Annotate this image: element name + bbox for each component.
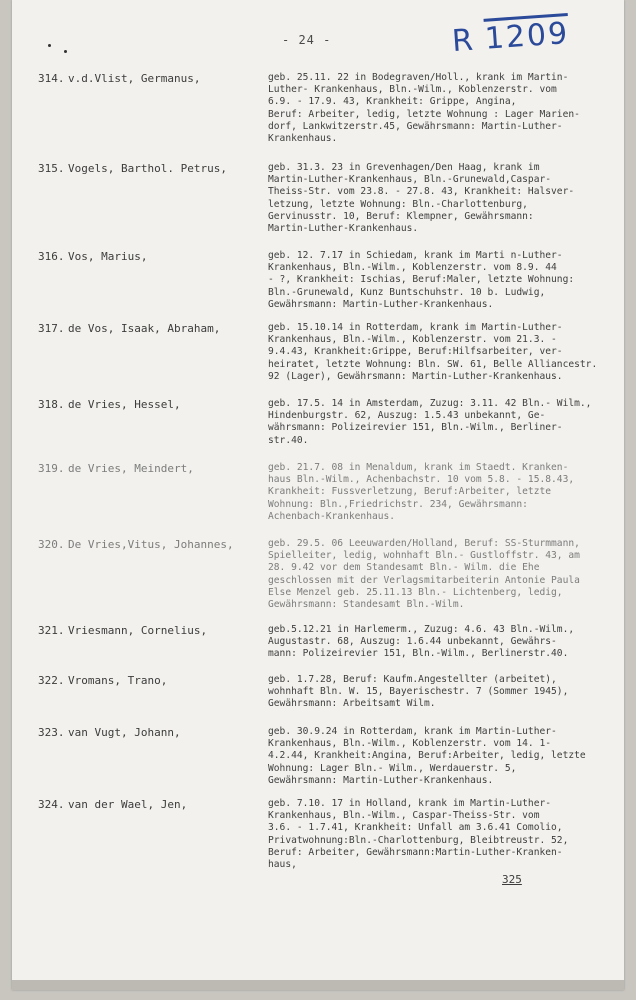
entry-name: de Vries, Meindert, xyxy=(68,462,194,475)
entry-text: geb. 25.11. 22 in Bodegraven/Holl., krank im Martin- Luther- Krankenhaus, Bln.-Wilm., Koblenzerstr. vom 6.9. - 17.9. 43, Krankheit: Grippe, Angina, Beruf: Arbeiter, ledig, letzte Wohnung : Lager Marien- dorf, Lankwitzerstr.45, Gewährsmann: Martin-Luther- Krankenhaus. xyxy=(268,72,580,145)
entry-name: van der Wael, Jen, xyxy=(68,798,188,811)
entry-text: geb. 30.9.24 in Rotterdam, krank im Martin-Luther- Krankenhaus, Bln.-Wilm., Koblenzerstr. vom 14. 1- 4.2.44, Krankheit:Angina, Beruf:Arbeiter, ledig, letzte Wohnung: Lager Bln.- Wilm., Werdauerstr. 5, Gewährsmann: Martin-Luther-Krankenhaus. xyxy=(268,726,586,786)
entry-number: 321. xyxy=(38,624,65,637)
entry-name: van Vugt, Johann, xyxy=(68,726,181,739)
continuation-mark: 325 xyxy=(502,873,522,886)
stamp-number: 1209 xyxy=(483,15,571,57)
archive-stamp xyxy=(451,16,570,59)
entry-number: 315. xyxy=(38,162,65,175)
entry-name: de Vos, Isaak, Abraham, xyxy=(68,322,221,335)
entry-number: 324. xyxy=(38,798,65,811)
entry-number: 314. xyxy=(38,72,65,85)
punch-hole-mark xyxy=(64,50,67,53)
entry-number: 317. xyxy=(38,322,65,335)
entry-text: geb. 12. 7.17 in Schiedam, krank im Marti n-Luther- Krankenhaus, Bln.-Wilm., Koblenzerstr. vom 8.9. 44 - ?, Krankheit: Ischias, Beruf:Maler, letzte Wohnung: Bln.-Grunewald, Kunz Buntschuhstr. 10 b. Ludwig, Gewährsmann: Martin-Luther-Krankenhaus. xyxy=(268,250,575,310)
entry-text: geb. 21.7. 08 in Menaldum, krank im Staedt. Kranken- haus Bln.-Wilm., Achenbachstr. 10 vom 5.8. - 15.8.43, Krankheit: Fussverletzung, Beruf:Arbeiter, letzte Wohnung: Bln.,Friedrichstr. 234, Gewährsmann: Achenbach-Krankenhaus. xyxy=(268,462,575,522)
entry-name: v.d.Vlist, Germanus, xyxy=(68,72,201,85)
page-number: - 24 - xyxy=(282,33,332,47)
entry-text: geb. 17.5. 14 in Amsterdam, Zuzug: 3.11. 42 Bln.- Wilm., Hindenburgstr. 62, Auszug: 1.5.43 unbekannt, Ge- währsmann: Polizeirevier 151, Bln.-Wilm., Berliner- str.40. xyxy=(268,398,592,446)
entry-name: Vromans, Trano, xyxy=(68,674,168,687)
entry-number: 322. xyxy=(38,674,65,687)
entry-name: De Vries,Vitus, Johannes, xyxy=(68,538,234,551)
entry-text: geb. 7.10. 17 in Holland, krank im Martin-Luther- Krankenhaus, Bln.-Wilm., Caspar-Theiss-Str. vom 3.6. - 1.7.41, Krankheit: Unfall am 3.6.41 Comolio, Privatwohnung:Bln.-Charlottenburg, Bleibtreustr. 52, Beruf: Arbeiter, Gewährsmann:Martin-Luther-Kranken- haus, xyxy=(268,798,569,871)
entry-name: Vriesmann, Cornelius, xyxy=(68,624,208,637)
entry-name: Vos, Marius, xyxy=(68,250,148,263)
entry-text: geb. 29.5. 06 Leeuwarden/Holland, Beruf: SS-Sturmmann, Spielleiter, ledig, wohnhaft Bln.- Gustloffstr. 43, am 28. 9.42 vor dem Standesamt Bln.- Wilm. die Ehe geschlossen mit der Verlagsmitarbeiterin Antonie Paula Else Menzel geb. 25.11.13 Bln.- Lichtenberg, ledig, Gewährsmann: Standesamt Bln.-Wilm. xyxy=(268,538,580,611)
entry-number: 318. xyxy=(38,398,65,411)
entry-name: de Vries, Hessel, xyxy=(68,398,181,411)
entry-text: geb. 31.3. 23 in Grevenhagen/Den Haag, krank im Martin-Luther-Krankenhaus, Bln.-Grunewald,Caspar- Theiss-Str. vom 23.8. - 27.8. 43, Krankheit: Halsver- letzung, letzte Wohnung: Bln.-Charlottenburg, Gervinusstr. 10, Beruf: Klempner, Gewährsmann: Martin-Luther-Krankenhaus. xyxy=(268,162,575,235)
entry-text: geb. 1.7.28, Beruf: Kaufm.Angestellter (arbeitet), wohnhaft Bln. W. 15, Bayerischestr. 7 (Sommer 1945), Gewährsmann: Arbeitsamt Wilm. xyxy=(268,674,569,710)
entry-name: Vogels, Barthol. Petrus, xyxy=(68,162,227,175)
stamp-letter: R xyxy=(450,22,477,60)
entry-text: geb.5.12.21 in Harlemerm., Zuzug: 4.6. 43 Bln.-Wilm., Augustastr. 68, Auszug: 1.6.44 unbekannt, Gewährs- mann: Polizeirevier 151, Bln.-Wilm., Berlinerstr.40. xyxy=(268,624,575,660)
entry-number: 320. xyxy=(38,538,65,551)
entry-text: geb. 15.10.14 in Rotterdam, krank im Martin-Luther- Krankenhaus, Bln.-Wilm., Koblenzerstr. vom 21.3. - 9.4.43, Krankheit:Grippe, Beruf:Hilfsarbeiter, ver- heiratet, letzte Wohnung: Bln. SW. 61, Belle Alliancestr. 92 (Lager), Gewährsmann: Martin-Luther-Krankenhaus. xyxy=(268,322,598,382)
punch-hole-mark xyxy=(48,44,51,47)
entry-number: 323. xyxy=(38,726,65,739)
entry-number: 316. xyxy=(38,250,65,263)
document-page xyxy=(12,0,624,990)
entry-number: 319. xyxy=(38,462,65,475)
